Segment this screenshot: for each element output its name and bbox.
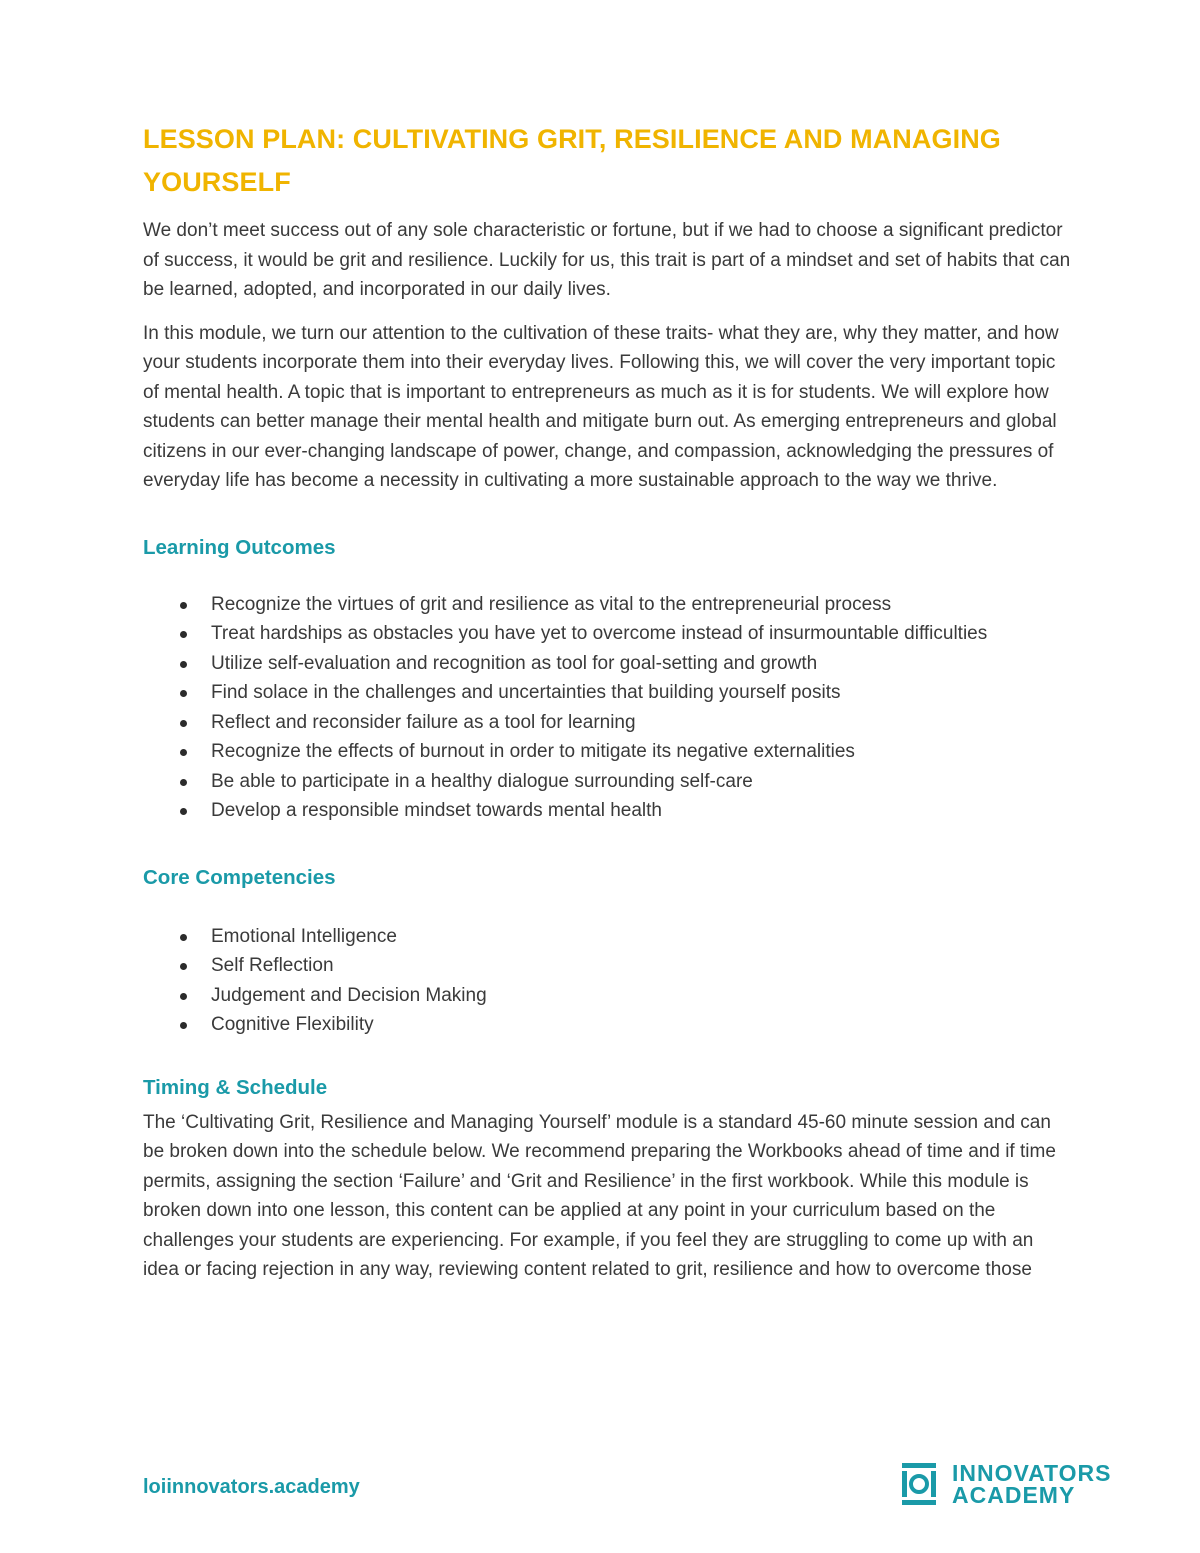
- bullet-icon: [180, 602, 187, 609]
- list-item: Emotional Intelligence: [143, 922, 1073, 952]
- website-link[interactable]: loiinnovators.academy: [143, 1476, 360, 1498]
- learning-outcomes-heading: Learning Outcomes: [143, 535, 336, 559]
- bullet-icon: [180, 993, 187, 1000]
- lesson-title: LESSON PLAN: CULTIVATING GRIT, RESILIENCE AND MANAGING YOURSELF: [143, 124, 1001, 197]
- list-item: Recognize the virtues of grit and resilience as vital to the entrepreneurial process: [143, 590, 1073, 620]
- list-item: Find solace in the challenges and uncertainties that building yourself posits: [143, 678, 1073, 708]
- timing-paragraph: The ‘Cultivating Grit, Resilience and Managing Yourself’ module is a standard 45-60 minute session and can be broken down into the schedule below. We recommend preparing the Workbooks ahead of time and if time permits, assigning the section ‘Failure’ and ‘Grit and Resilience’ in the first workbook. While this module is broken down into one lesson, this content can be applied at any point in your curriculum based on the challenges your students are experiencing. For example, if you feel they are struggling to come up with an idea or facing rejection in any way, reviewing content related to grit, resilience and how to overcome those: [143, 1111, 1056, 1280]
- list-item: Cognitive Flexibility: [143, 1010, 1073, 1040]
- timing-schedule-heading: Timing & Schedule: [143, 1075, 328, 1099]
- bullet-icon: [180, 934, 187, 941]
- logo-line-1: INNOVATORS: [952, 1460, 1112, 1486]
- document-page: [143, 118, 1073, 1285]
- list-item: Judgement and Decision Making: [143, 981, 1073, 1011]
- core-competencies-list: [143, 922, 1073, 1040]
- bullet-icon: [180, 690, 187, 697]
- innovators-academy-logo: [900, 1460, 1112, 1508]
- list-item: Recognize the effects of burnout in order to mitigate its negative externalities: [143, 737, 1073, 767]
- list-item: Treat hardships as obstacles you have yet to overcome instead of insurmountable difficulties: [143, 619, 1073, 649]
- bullet-icon: [180, 631, 187, 638]
- intro-paragraph-2: In this module, we turn our attention to the cultivation of these traits- what they are, why they matter, and how your students incorporate them into their everyday lives. Following this, we will cover the very important topic of mental health. A topic that is important to entrepreneurs as much as it is for students. We will explore how students can better manage their mental health and mitigate burn out. As emerging entrepreneurs and global citizens in our ever-changing landscape of power, change, and compassion, acknowledging the pressures of everyday life has become a necessity in cultivating a more sustainable approach to the way we thrive.: [143, 322, 1059, 491]
- bullet-icon: [180, 661, 187, 668]
- bullet-icon: [180, 1022, 187, 1029]
- bullet-icon: [180, 779, 187, 786]
- learning-outcomes-list: [143, 590, 1073, 826]
- bullet-icon: [180, 963, 187, 970]
- list-item: Self Reflection: [143, 951, 1073, 981]
- innovators-academy-logo-icon: [900, 1461, 938, 1507]
- list-item: Be able to participate in a healthy dialogue surrounding self-care: [143, 767, 1073, 797]
- bullet-icon: [180, 749, 187, 756]
- bullet-icon: [180, 808, 187, 815]
- list-item: Utilize self-evaluation and recognition as tool for goal-setting and growth: [143, 649, 1073, 679]
- core-competencies-heading: Core Competencies: [143, 865, 336, 889]
- list-item: Develop a responsible mindset towards mental health: [143, 796, 1073, 826]
- intro-paragraph-1: We don’t meet success out of any sole characteristic or fortune, but if we had to choose a significant predictor of success, it would be grit and resilience. Luckily for us, this trait is part of a mindset and set of habits that can be learned, adopted, and incorporated in our daily lives.: [143, 220, 1071, 300]
- bullet-icon: [180, 720, 187, 727]
- list-item: Reflect and reconsider failure as a tool for learning: [143, 708, 1073, 738]
- logo-line-2: ACADEMY: [952, 1482, 1076, 1508]
- logo-wordmark: [952, 1462, 1112, 1506]
